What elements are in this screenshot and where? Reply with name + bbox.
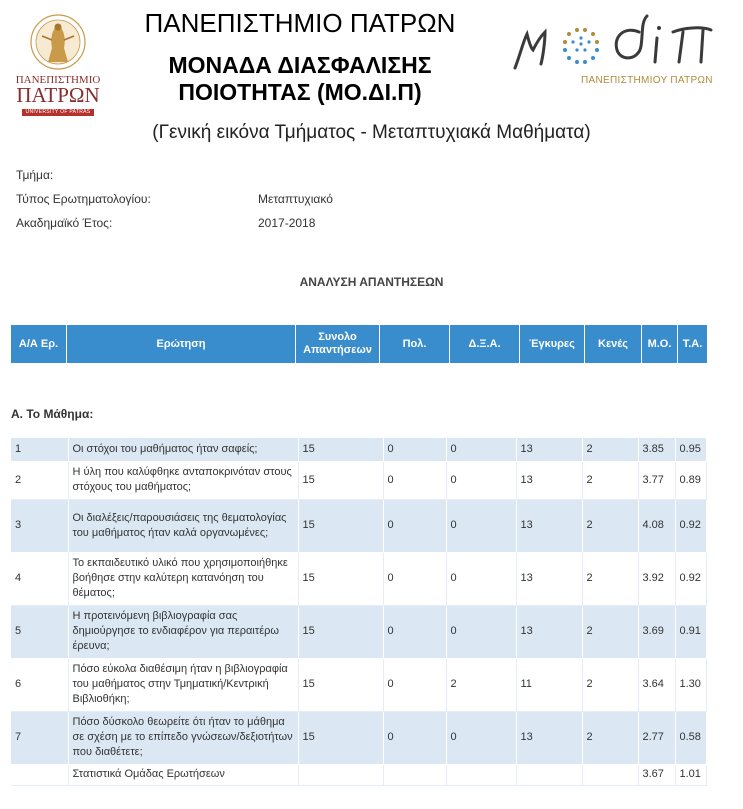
cell-question: Πόσο δύσκολο θεωρείτε ότι ήταν το μάθημα σε σχέση με το επίπεδο γνώσεων/δεξιοτήτων που διαθέτετε; xyxy=(68,711,298,764)
cell-dxa: 0 xyxy=(446,438,516,461)
cell-valid: 13 xyxy=(516,499,582,552)
cell-total: 15 xyxy=(298,438,383,461)
cell-valid: 13 xyxy=(516,605,582,658)
cell-valid: 13 xyxy=(516,461,582,499)
cell-mean: 4.08 xyxy=(638,499,675,552)
group-title: Α. Το Μάθημα: xyxy=(11,407,94,421)
cell-question: Πόσο εύκολα διαθέσιμη ήταν η βιβλιογραφία του μαθήματος στην Τμηματική/Κεντρική Βιβλιοθήκη; xyxy=(68,658,298,711)
cell-empty: 2 xyxy=(582,438,638,461)
cell-mean: 3.85 xyxy=(638,438,675,461)
unit-title-line1: ΜΟΝΑΔΑ ΔΙΑΣΦΑΛΙΣΗΣ xyxy=(168,52,432,78)
summary-label: Στατιστικά Ομάδας Ερωτήσεων xyxy=(68,764,298,785)
cell-id: 2 xyxy=(11,461,68,499)
cell-sd: 0.92 xyxy=(675,552,706,605)
cell-question: Οι στόχοι του μαθήματος ήταν σαφείς; xyxy=(68,438,298,461)
university-title: ΠΑΝΕΠΙΣΤΗΜΙΟ ΠΑΤΡΩΝ xyxy=(144,8,456,38)
cell-id: 5 xyxy=(11,605,68,658)
cell-mean: 3.92 xyxy=(638,552,675,605)
meta-label: Τύπος Ερωτηματολογίου: xyxy=(16,192,151,206)
cell-mean: 2.77 xyxy=(638,711,675,764)
col-header-mean: Μ.Ο. xyxy=(642,325,678,363)
summary-mean: 3.67 xyxy=(638,764,675,785)
cell-empty: 2 xyxy=(582,552,638,605)
cell-id: 7 xyxy=(11,711,68,764)
cell-dxa: 0 xyxy=(446,605,516,658)
cell-id: 4 xyxy=(11,552,68,605)
cell-id: 6 xyxy=(11,658,68,711)
meta-department xyxy=(16,168,53,182)
cell-pol: 0 xyxy=(383,552,446,605)
col-header-total: Συνολο Απαντήσεων xyxy=(296,325,380,363)
col-header-empty: Κενές xyxy=(585,325,642,363)
seal-figure-icon xyxy=(12,12,104,74)
section-title: ΑΝΑΛΥΣΗ ΑΠΑΝΤΗΣΕΩΝ xyxy=(299,275,444,289)
cell-valid xyxy=(516,764,582,785)
cell-id: 1 xyxy=(11,438,68,461)
col-header-pol: Πολ. xyxy=(380,325,450,363)
logo-line1: ΠΑΝΕΠΙΣΤΗΜΙΟ xyxy=(15,74,101,86)
cell-dxa: 0 xyxy=(446,552,516,605)
table-row xyxy=(11,658,706,711)
cell-sd: 0.91 xyxy=(675,605,706,658)
table-row xyxy=(11,711,706,764)
cell-sd: 0.92 xyxy=(675,499,706,552)
cell-pol: 0 xyxy=(383,711,446,764)
cell-valid: 13 xyxy=(516,438,582,461)
cell-pol: 0 xyxy=(383,438,446,461)
summary-row xyxy=(11,764,706,785)
cell-sd: 0.58 xyxy=(675,711,706,764)
cell-dxa: 0 xyxy=(446,461,516,499)
cell-question: Οι διαλέξεις/παρουσιάσεις της θεματολογίας του μαθήματος ήταν καλά οργανωμένες; xyxy=(68,499,298,552)
logo-line2: ΠΑΤΡΩΝ xyxy=(16,83,100,107)
col-header-question: Ερώτηση xyxy=(67,325,296,363)
table-row xyxy=(11,552,706,605)
cell-dxa: 0 xyxy=(446,711,516,764)
cell-total: 15 xyxy=(298,499,383,552)
cell-mean: 3.77 xyxy=(638,461,675,499)
cell-question: Η προτεινόμενη βιβλιογραφία σας δημιούργησε το ενδιαφέρον για περαιτέρω έρευνα; xyxy=(68,605,298,658)
col-header-valid: Έγκυρες xyxy=(520,325,585,363)
cell-id xyxy=(11,764,68,785)
page-subtitle: (Γενική εικόνα Τμήματος - Μεταπτυχιακά Μαθήματα) xyxy=(152,122,591,143)
table-row xyxy=(11,461,706,499)
table-row xyxy=(11,438,706,461)
unit-title-line2: ΠΟΙΟΤΗΤΑΣ (ΜΟ.ΔΙ.Π) xyxy=(178,79,422,105)
meta-value: Μεταπτυχιακό xyxy=(258,192,333,206)
cell-valid: 13 xyxy=(516,552,582,605)
cell-total: 15 xyxy=(298,552,383,605)
cell-valid: 11 xyxy=(516,658,582,711)
meta-value: 2017-2018 xyxy=(258,216,316,230)
cell-valid: 13 xyxy=(516,711,582,764)
cell-mean: 3.69 xyxy=(638,605,675,658)
meta-label: Τμήμα: xyxy=(16,168,54,182)
results-table-header xyxy=(11,325,708,363)
cell-sd: 0.89 xyxy=(675,461,706,499)
cell-question: Η ύλη που καλύφθηκε ανταποκρινόταν στους στόχους του μαθήματος; xyxy=(68,461,298,499)
cell-empty: 2 xyxy=(582,499,638,552)
cell-empty: 2 xyxy=(582,461,638,499)
col-header-sd: Τ.Α. xyxy=(678,325,708,363)
cell-empty: 2 xyxy=(582,711,638,764)
cell-id: 3 xyxy=(11,499,68,552)
results-table-body xyxy=(11,438,707,786)
modip-wordmark-icon xyxy=(507,12,722,74)
cell-dxa: 0 xyxy=(446,499,516,552)
cell-total: 15 xyxy=(298,658,383,711)
meta-academic-year xyxy=(16,216,316,230)
cell-total: 15 xyxy=(298,461,383,499)
cell-total: 15 xyxy=(298,605,383,658)
cell-dxa xyxy=(446,764,516,785)
cell-empty: 2 xyxy=(582,658,638,711)
cell-pol: 0 xyxy=(383,605,446,658)
modip-caption: ΠΑΝΕΠΙΣΤΗΜΙΟΥ ΠΑΤΡΩΝ xyxy=(581,75,713,86)
cell-pol: 0 xyxy=(383,461,446,499)
col-header-dxa: Δ.Ξ.Α. xyxy=(450,325,520,363)
meta-label: Ακαδημαϊκό Έτος: xyxy=(16,216,113,230)
cell-total: 15 xyxy=(298,711,383,764)
col-header-id: Α/Α Ερ. xyxy=(11,325,67,363)
unit-title xyxy=(120,52,480,106)
table-row xyxy=(11,499,706,552)
cell-empty xyxy=(582,764,638,785)
cell-mean: 3.64 xyxy=(638,658,675,711)
modip-logo xyxy=(507,12,722,92)
cell-dxa: 2 xyxy=(446,658,516,711)
summary-sd: 1.01 xyxy=(675,764,706,785)
cell-total xyxy=(298,764,383,785)
cell-pol: 0 xyxy=(383,499,446,552)
university-of-patras-logo xyxy=(12,12,104,115)
cell-sd: 1.30 xyxy=(675,658,706,711)
cell-question: Το εκπαιδευτικό υλικό που χρησιμοποιήθηκε βοήθησε στην καλύτερη κατανόηση του θέματος; xyxy=(68,552,298,605)
logo-line3: UNIVERSITY OF PATRAS xyxy=(22,109,94,116)
cell-sd: 0.95 xyxy=(675,438,706,461)
cell-empty: 2 xyxy=(582,605,638,658)
meta-questionnaire-type xyxy=(16,192,333,206)
cell-pol: 0 xyxy=(383,658,446,711)
cell-pol xyxy=(383,764,446,785)
table-row xyxy=(11,605,706,658)
